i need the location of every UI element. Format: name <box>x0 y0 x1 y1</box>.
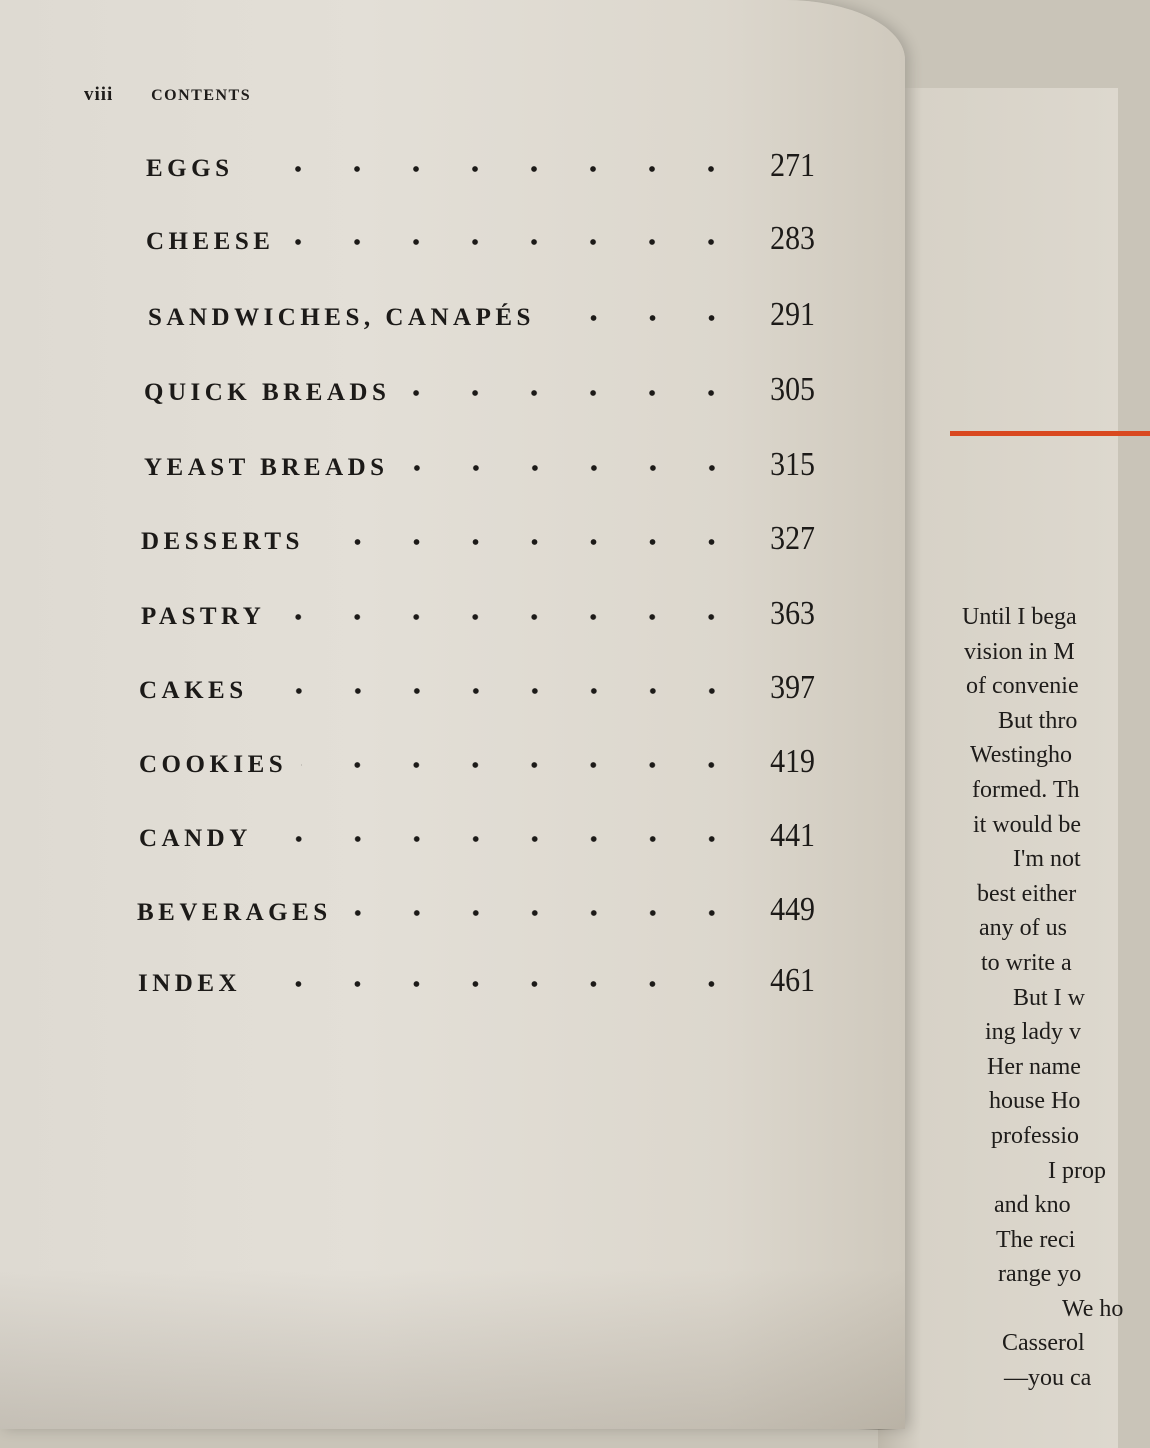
dot-leader <box>247 164 741 174</box>
text-line: of convenie <box>966 673 1079 700</box>
accent-rule <box>950 431 1150 436</box>
toc-entry-title: INDEX <box>138 970 242 997</box>
toc-entry-page-number: 397 <box>770 669 815 706</box>
dot-leader <box>255 979 741 989</box>
text-line: I'm not <box>1013 846 1081 873</box>
toc-entry <box>148 296 815 340</box>
text-line: best either <box>977 880 1077 907</box>
toc-entry-page-number: 305 <box>770 371 815 408</box>
toc-entry <box>141 595 815 639</box>
toc-entry-page-number: 315 <box>770 446 815 483</box>
toc-entry-title: BEVERAGES <box>137 899 332 926</box>
toc-entry-page-number: 291 <box>770 296 815 333</box>
toc-entry-page-number: 441 <box>770 817 815 854</box>
text-line: We ho <box>1062 1295 1124 1322</box>
text-line: ing lady v <box>985 1019 1081 1046</box>
toc-entry <box>138 962 815 1006</box>
text-line: But I w <box>1013 984 1085 1011</box>
text-line: vision in M <box>964 638 1075 665</box>
text-line: Casserol <box>1002 1330 1085 1357</box>
dot-leader <box>346 908 741 918</box>
dot-leader <box>318 537 741 547</box>
toc-entry-title: COOKIES <box>139 751 288 778</box>
toc-entry-title: EGGS <box>146 155 234 182</box>
page-header <box>84 84 251 106</box>
text-line: Until I bega <box>962 604 1077 630</box>
dot-leader <box>279 612 741 622</box>
toc-entry-title: SANDWICHES, CANAPÉS <box>148 304 535 331</box>
toc-entry-page-number: 271 <box>770 147 815 184</box>
toc-entry-page-number: 461 <box>770 962 815 999</box>
toc-entry-title: QUICK BREADS <box>144 379 391 406</box>
running-head: CONTENTS <box>151 87 252 104</box>
toc-entry-title: DESSERTS <box>141 528 304 555</box>
dot-leader <box>301 760 741 770</box>
text-line: to write a <box>981 949 1072 976</box>
text-line: —you ca <box>1004 1365 1092 1392</box>
text-line: any of us <box>979 915 1067 942</box>
text-line: But thro <box>998 707 1078 734</box>
toc-entry <box>144 446 815 490</box>
page-number-folio: viii <box>84 84 114 105</box>
toc-entry-page-number: 283 <box>770 220 815 257</box>
text-line: Westingho <box>970 742 1073 769</box>
toc-entry-title: PASTRY <box>141 603 266 630</box>
toc-entry <box>137 891 815 935</box>
dot-leader <box>288 237 741 247</box>
toc-entry-title: YEAST BREADS <box>144 454 389 481</box>
dot-leader <box>266 834 741 844</box>
text-line: it would be <box>973 811 1081 838</box>
text-line: and kno <box>994 1192 1071 1219</box>
toc-entry <box>139 817 815 861</box>
text-line: range yo <box>998 1261 1082 1288</box>
facing-page-text <box>962 600 1124 1396</box>
text-line: professio <box>991 1122 1079 1149</box>
toc-entry <box>141 520 815 564</box>
dot-leader <box>404 388 741 398</box>
text-line: formed. Th <box>972 776 1080 803</box>
toc-entry-title: CHEESE <box>146 228 275 255</box>
toc-entry <box>139 743 815 787</box>
text-line: The reci <box>996 1226 1076 1253</box>
text-line: house Ho <box>989 1088 1081 1115</box>
toc-entry <box>139 669 815 713</box>
toc-entry <box>144 371 815 415</box>
dot-leader <box>262 686 741 696</box>
toc-entry-title: CANDY <box>139 825 252 852</box>
text-line: I prop <box>1048 1157 1106 1184</box>
toc-entry <box>146 147 815 191</box>
toc-entry <box>146 220 815 264</box>
text-line: Her name <box>987 1053 1081 1080</box>
dot-leader <box>403 463 741 473</box>
toc-entry-page-number: 327 <box>770 520 815 557</box>
toc-entry-page-number: 449 <box>770 891 815 928</box>
toc-entry-page-number: 419 <box>770 743 815 780</box>
toc-entry-page-number: 363 <box>770 595 815 632</box>
dot-leader <box>549 313 741 323</box>
toc-entry-title: CAKES <box>139 677 248 704</box>
